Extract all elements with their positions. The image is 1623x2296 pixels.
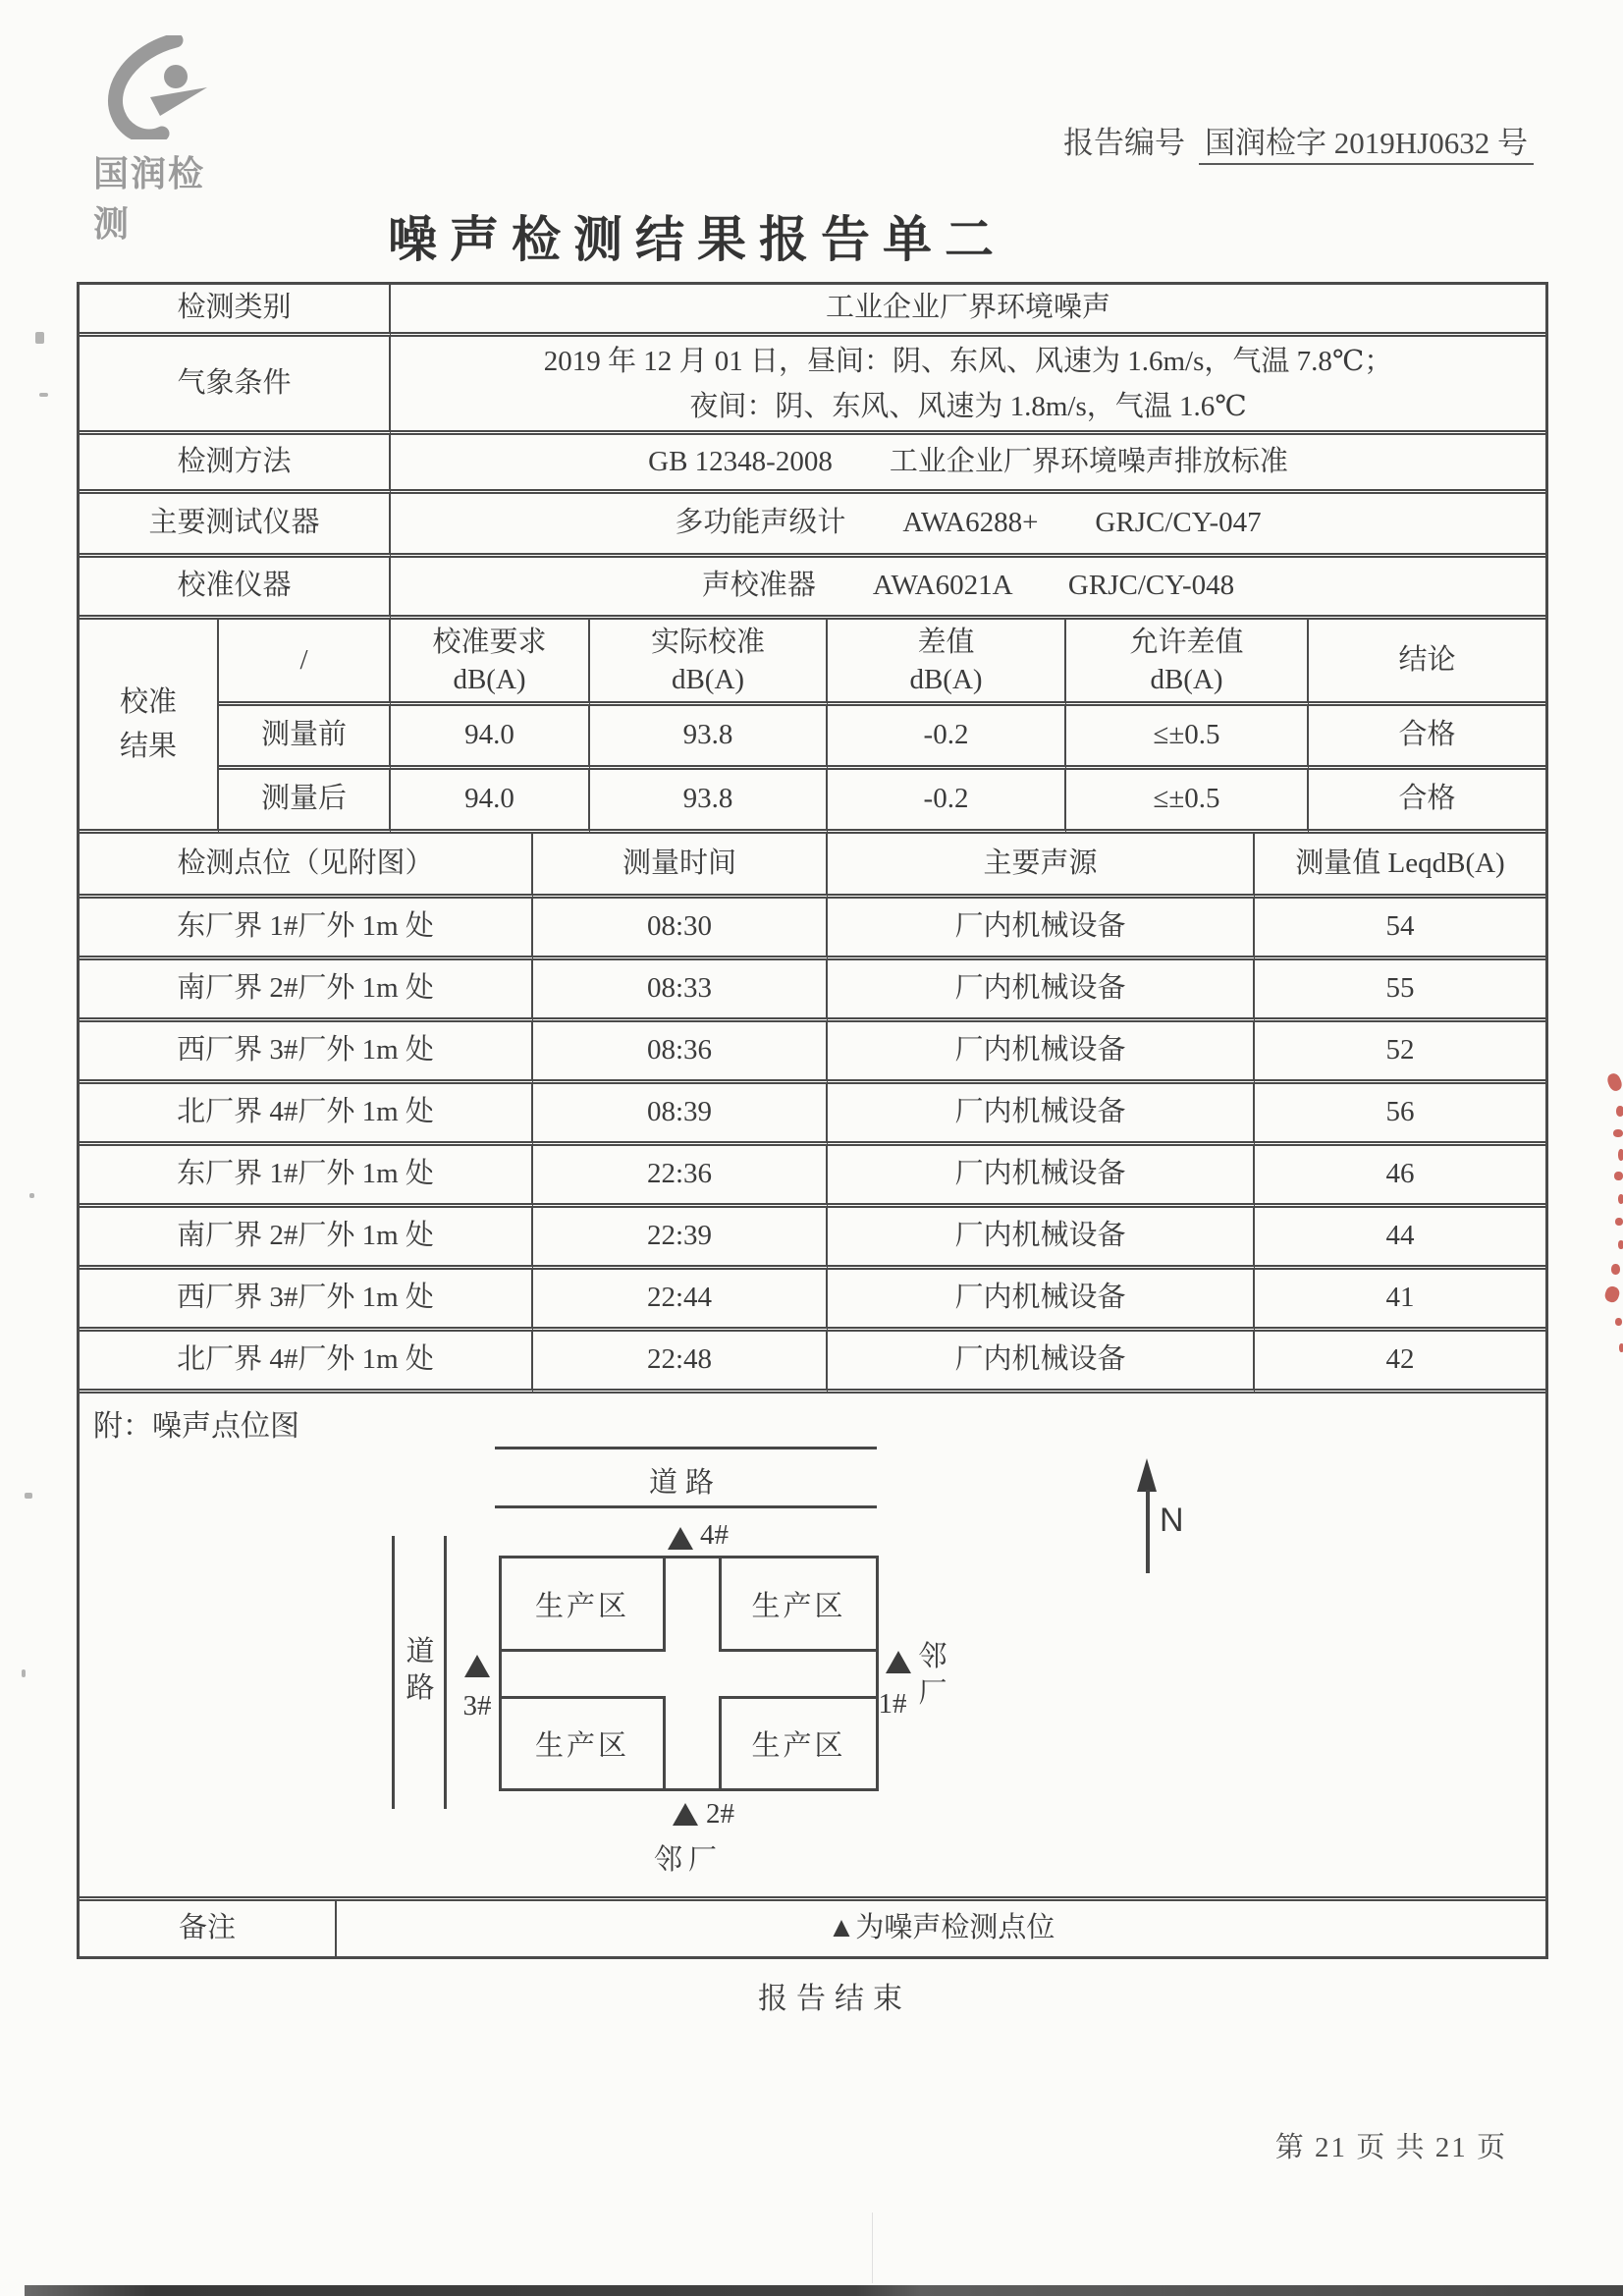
results-table xyxy=(77,282,1548,1959)
north-label: N xyxy=(1160,1502,1184,1539)
measurement-header-point: 检测点位（见附图） xyxy=(80,834,533,899)
scan-speck xyxy=(39,393,48,397)
measurement-point: 南厂界 2#厂外 1m 处 xyxy=(80,1208,533,1270)
info-label: 检测类别 xyxy=(80,285,391,337)
point-label-3: 3# xyxy=(462,1690,492,1722)
measurement-point: 北厂界 4#厂外 1m 处 xyxy=(80,1332,533,1394)
info-row-category xyxy=(80,285,1545,337)
measurement-source: 厂内机械设备 xyxy=(828,1146,1255,1208)
report-number-label: 报告编号 xyxy=(1063,126,1186,160)
calibration-value: 94.0 xyxy=(391,770,590,834)
info-label: 校准仪器 xyxy=(80,558,391,620)
left-road-line xyxy=(444,1536,447,1809)
top-road-line xyxy=(495,1505,877,1508)
measurement-value: 41 xyxy=(1255,1270,1545,1332)
info-row-method xyxy=(80,435,1545,494)
red-stamp-fragment xyxy=(1615,1318,1622,1326)
measurement-value: 42 xyxy=(1255,1332,1545,1394)
measurement-point: 东厂界 1#厂外 1m 处 xyxy=(80,899,533,960)
point-marker-4-icon xyxy=(668,1527,693,1550)
top-road-label: 道路 xyxy=(648,1467,722,1499)
measurement-source: 厂内机械设备 xyxy=(828,899,1255,960)
measurement-value: 55 xyxy=(1255,960,1545,1022)
calibration-value: ≤±0.5 xyxy=(1066,770,1309,834)
measurement-time: 22:44 xyxy=(533,1270,828,1332)
calibration-value: ≤±0.5 xyxy=(1066,706,1309,770)
info-row-instrument xyxy=(80,494,1545,558)
measurement-header-time: 测量时间 xyxy=(533,834,828,899)
calibration-slash-cell: / xyxy=(219,620,391,706)
measurement-header-value: 测量值 LeqdB(A) xyxy=(1255,834,1545,899)
report-number xyxy=(1063,118,1534,162)
calibration-header-conclusion: 结论 xyxy=(1309,620,1545,706)
info-value xyxy=(391,337,1545,435)
point-label-1: 1# xyxy=(878,1688,907,1720)
measurement-point: 西厂界 3#厂外 1m 处 xyxy=(80,1270,533,1332)
remark-row xyxy=(80,1901,1545,1956)
scan-speck xyxy=(22,1669,26,1677)
measurement-source: 厂内机械设备 xyxy=(828,1022,1255,1084)
scan-speck xyxy=(29,1193,34,1198)
scan-speck xyxy=(25,1493,32,1499)
info-value: 声校准器 AWA6021A GRJC/CY-048 xyxy=(391,558,1545,620)
production-zone: 生产区 xyxy=(719,1556,879,1652)
page-title: 噪声检测结果报告单二 xyxy=(388,212,1006,267)
measurement-time: 08:39 xyxy=(533,1084,828,1146)
left-road-line xyxy=(392,1536,395,1809)
measurement-source: 厂内机械设备 xyxy=(828,1084,1255,1146)
calibration-row-label: 测量前 xyxy=(219,706,391,770)
measurement-source: 厂内机械设备 xyxy=(828,1270,1255,1332)
production-zone: 生产区 xyxy=(499,1696,666,1791)
info-row-calibrator xyxy=(80,558,1545,620)
measurement-source: 厂内机械设备 xyxy=(828,1208,1255,1270)
neighbor-factory-bottom-label: 邻厂 xyxy=(653,1844,723,1876)
red-stamp-fragment xyxy=(1611,1264,1620,1275)
calibration-value: 94.0 xyxy=(391,706,590,770)
measurement-value: 52 xyxy=(1255,1022,1545,1084)
calibration-conclusion: 合格 xyxy=(1309,706,1545,770)
measurement-point: 西厂界 3#厂外 1m 处 xyxy=(80,1022,533,1084)
calibration-section xyxy=(80,620,1545,834)
remark-label: 备注 xyxy=(80,1901,337,1956)
info-value: 多功能声级计 AWA6288+ GRJC/CY-047 xyxy=(391,494,1545,558)
measurement-time: 08:30 xyxy=(533,899,828,960)
left-road-label: 道路 xyxy=(406,1636,435,1704)
point-label-2: 2# xyxy=(706,1798,734,1830)
calibration-header-allowed: 允许差值 dB(A) xyxy=(1066,620,1309,706)
red-stamp-fragment xyxy=(1603,1285,1621,1304)
top-road-line xyxy=(495,1447,877,1449)
neighbor-factory-right-label: 邻厂 xyxy=(918,1641,947,1709)
report-number-value: 国润检字 2019HJ0632 号 xyxy=(1199,126,1534,165)
report-end-text: 报告结束 xyxy=(758,1983,911,2015)
calibration-header-actual: 实际校准 dB(A) xyxy=(590,620,828,706)
measurement-header-source: 主要声源 xyxy=(828,834,1255,899)
logo-mark-icon xyxy=(93,35,219,139)
scanner-edge-bar xyxy=(25,2285,1623,2296)
red-stamp-fragment xyxy=(1618,1240,1623,1249)
red-stamp-fragment xyxy=(1619,1343,1623,1352)
weather-line-night: 夜间：阴、东风、风速为 1.8m/s，气温 1.6℃ xyxy=(689,390,1247,422)
red-stamp-fragment xyxy=(1605,1071,1623,1093)
measurement-time: 22:36 xyxy=(533,1146,828,1208)
measurement-point: 南厂界 2#厂外 1m 处 xyxy=(80,960,533,1022)
calibration-value: -0.2 xyxy=(828,770,1066,834)
measurement-time: 22:48 xyxy=(533,1332,828,1394)
info-label: 主要测试仪器 xyxy=(80,494,391,558)
logo-text: 国润检测 xyxy=(93,154,206,244)
info-value: 工业企业厂界环境噪声 xyxy=(391,285,1545,337)
red-stamp-fragment xyxy=(1613,1129,1623,1137)
page-number: 第 21 页 共 21 页 xyxy=(1274,2132,1507,2163)
measurement-point: 东厂界 1#厂外 1m 处 xyxy=(80,1146,533,1208)
calibration-header-required: 校准要求 dB(A) xyxy=(391,620,590,706)
production-zone: 生产区 xyxy=(719,1696,879,1791)
calibration-row-label: 测量后 xyxy=(219,770,391,834)
info-row-weather xyxy=(80,337,1545,435)
calibration-value: 93.8 xyxy=(590,706,828,770)
measurement-section xyxy=(80,834,1545,1394)
calibration-conclusion: 合格 xyxy=(1309,770,1545,834)
measurement-time: 22:39 xyxy=(533,1208,828,1270)
calibration-header-diff: 差值 dB(A) xyxy=(828,620,1066,706)
red-stamp-fragment xyxy=(1615,1218,1623,1226)
north-arrow-icon xyxy=(1137,1458,1157,1492)
red-stamp-fragment xyxy=(1618,1194,1623,1204)
red-stamp-fragment xyxy=(1614,1172,1623,1180)
measurement-source: 厂内机械设备 xyxy=(828,1332,1255,1394)
info-label: 检测方法 xyxy=(80,435,391,494)
scan-speck xyxy=(35,332,44,344)
point-marker-1-icon xyxy=(886,1651,911,1673)
info-label: 气象条件 xyxy=(80,337,391,435)
measurement-point: 北厂界 4#厂外 1m 处 xyxy=(80,1084,533,1146)
company-logo xyxy=(93,35,241,246)
red-stamp-fragment xyxy=(1616,1106,1623,1117)
calibration-value: -0.2 xyxy=(828,706,1066,770)
info-value: GB 12348-2008 工业企业厂界环境噪声排放标准 xyxy=(391,435,1545,494)
point-label-4: 4# xyxy=(700,1519,729,1551)
weather-line-day: 2019 年 12 月 01 日，昼间：阴、东风、风速为 1.6m/s，气温 7.8℃； xyxy=(543,345,1393,377)
point-marker-2-icon xyxy=(673,1803,698,1826)
measurement-source: 厂内机械设备 xyxy=(828,960,1255,1022)
measurement-value: 46 xyxy=(1255,1146,1545,1208)
remark-value: ▲为噪声检测点位 xyxy=(827,1912,1055,1944)
north-arrow-shaft xyxy=(1146,1490,1150,1573)
measurement-value: 54 xyxy=(1255,899,1545,960)
attachment-label: 附：噪声点位图 xyxy=(93,1410,299,1443)
calibration-value: 93.8 xyxy=(590,770,828,834)
attachment-section xyxy=(80,1394,1545,1901)
measurement-value: 44 xyxy=(1255,1208,1545,1270)
point-marker-3-icon xyxy=(464,1655,490,1677)
measurement-value: 56 xyxy=(1255,1084,1545,1146)
scan-artifact-line xyxy=(872,2213,873,2283)
calibration-side-label: 校准结果 xyxy=(80,620,219,834)
production-zone: 生产区 xyxy=(499,1556,666,1652)
measurement-time: 08:36 xyxy=(533,1022,828,1084)
measurement-time: 08:33 xyxy=(533,960,828,1022)
red-stamp-fragment xyxy=(1618,1149,1623,1161)
